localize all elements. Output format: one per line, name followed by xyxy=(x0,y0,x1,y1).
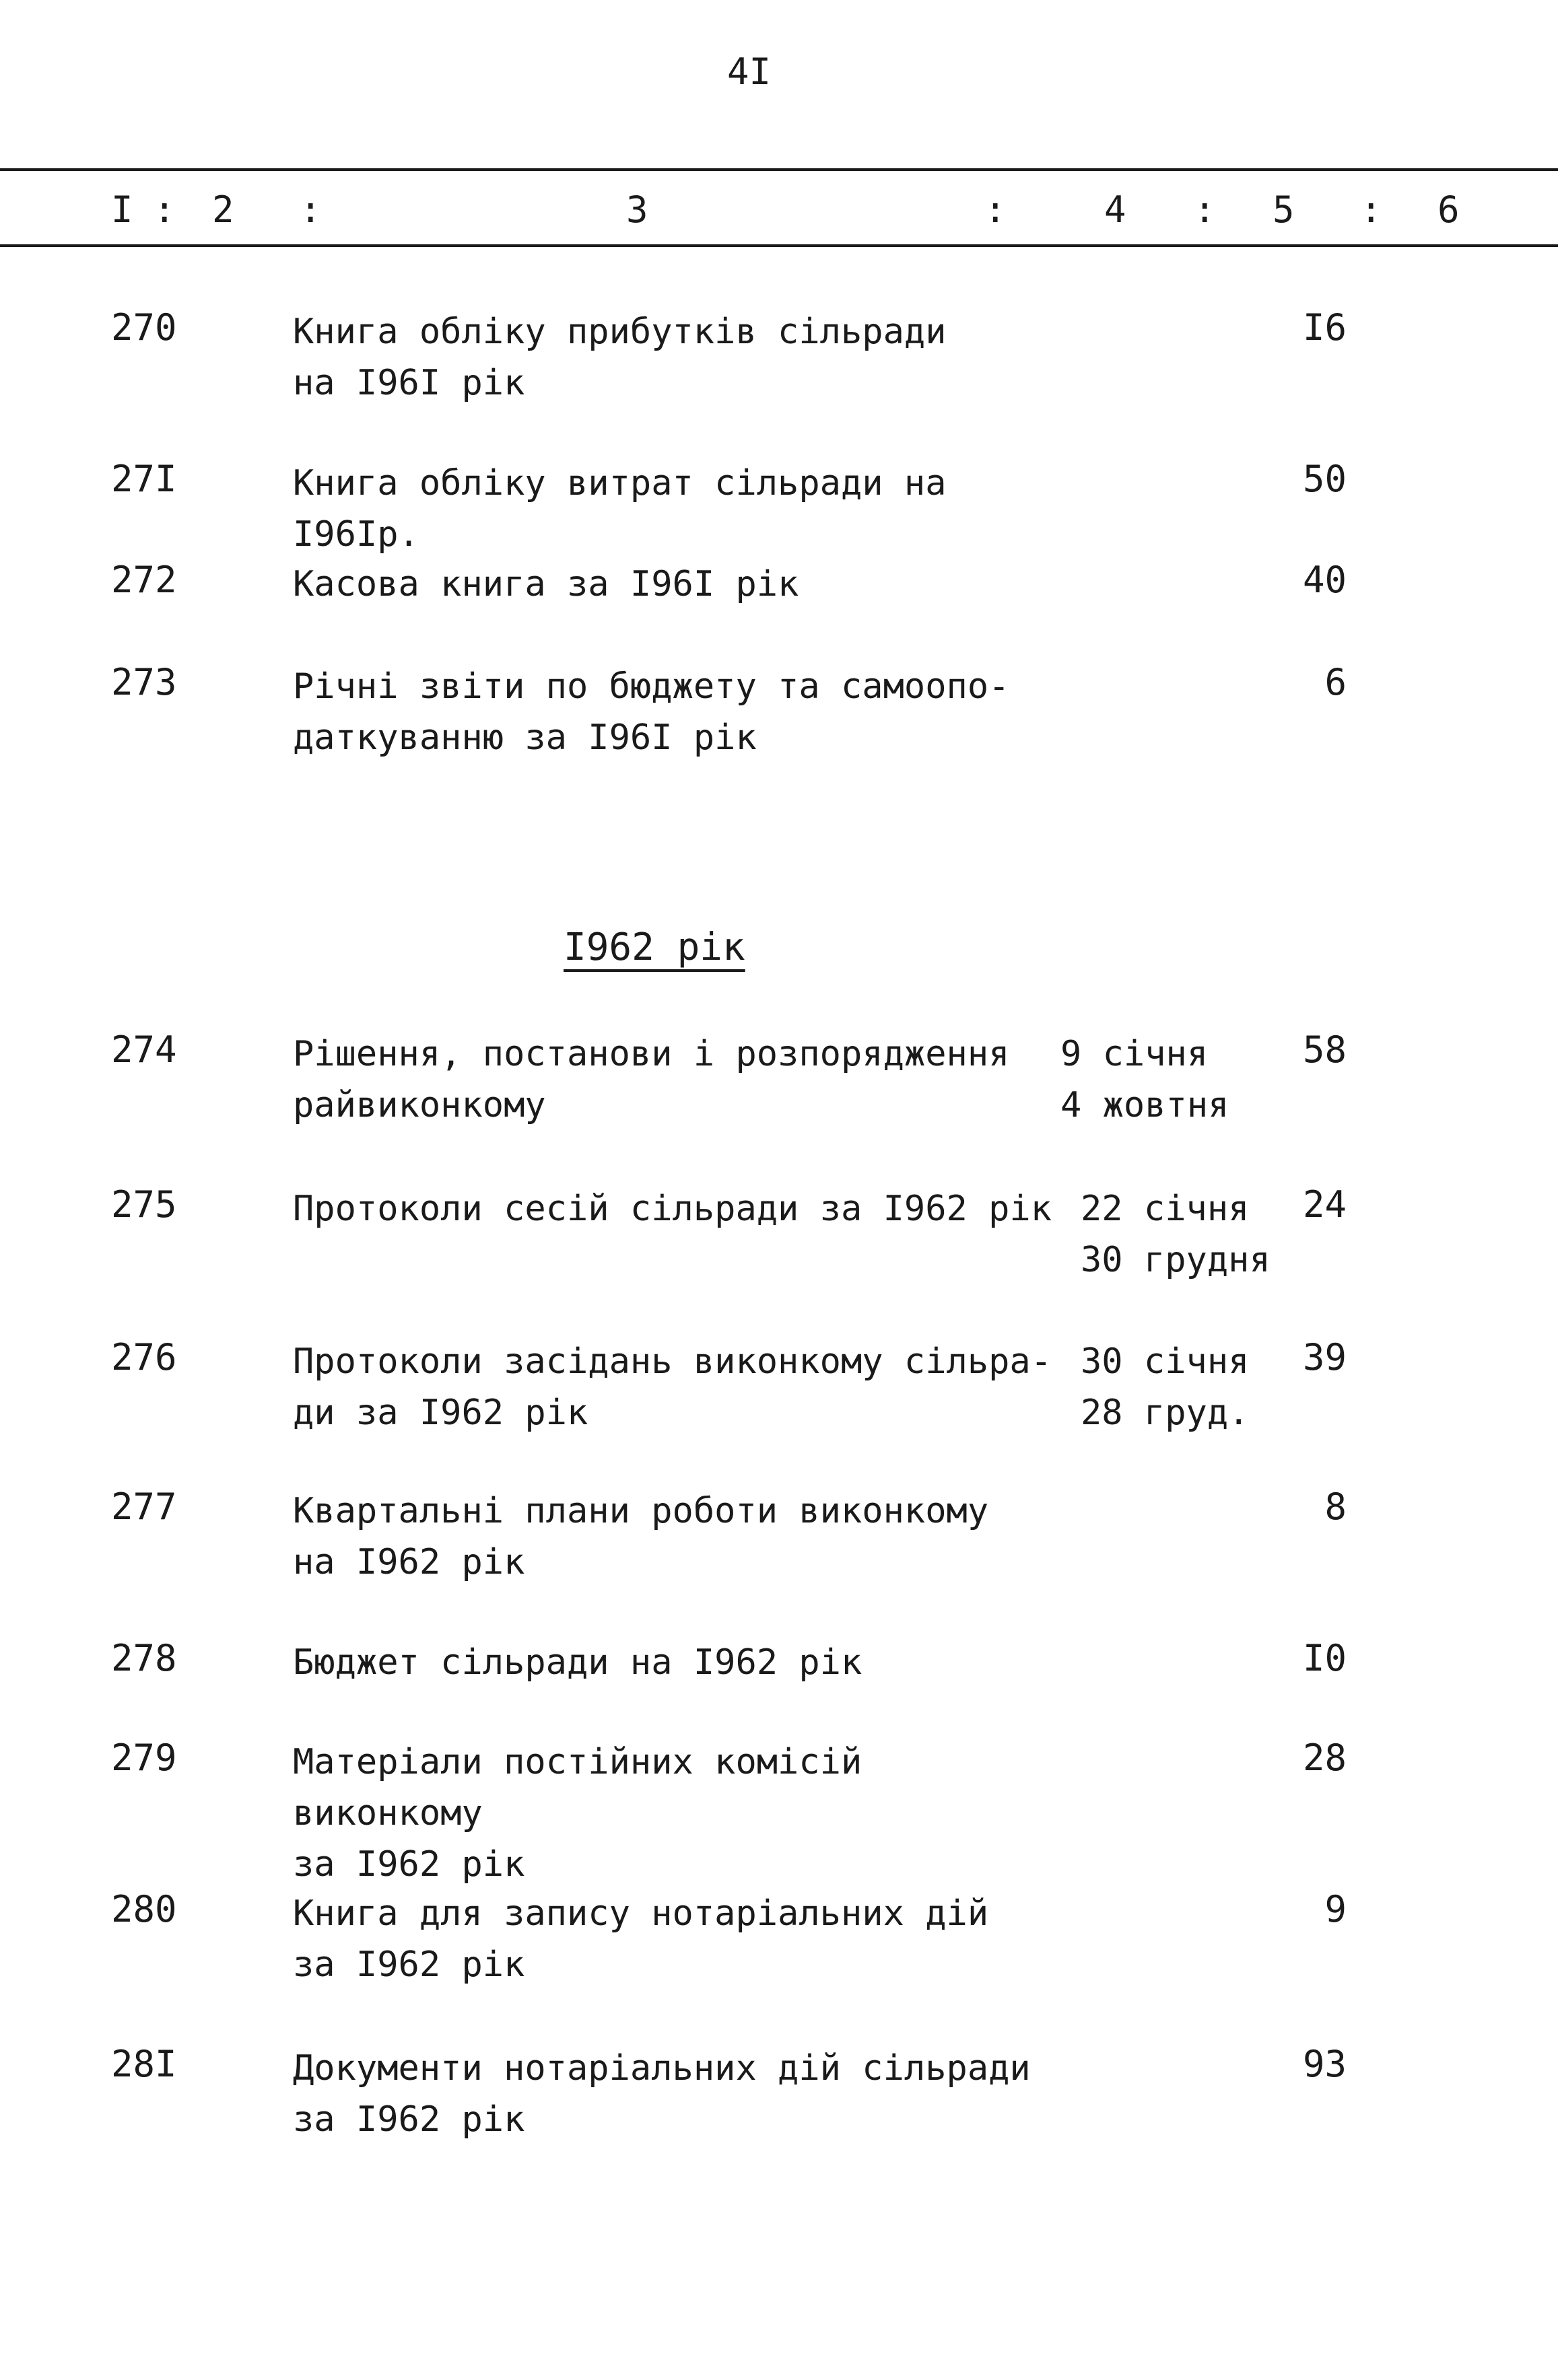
header-col-5: 5 xyxy=(1273,188,1295,231)
item-title: Книга для запису нотаріальних дій за I962 рік xyxy=(293,1893,989,1985)
header-separator: : xyxy=(1360,188,1382,231)
item-sheet-count: I6 xyxy=(1302,306,1347,349)
item-title: Квартальні плани роботи виконкому на I962 рік xyxy=(293,1491,989,1582)
item-sheet-count: 93 xyxy=(1302,2043,1347,2085)
item-number: 270 xyxy=(111,306,177,349)
header-col-6: 6 xyxy=(1437,188,1460,231)
item-title: Річні звіти по бюджету та самоопо- даткуванню за I96I рік xyxy=(293,666,1010,758)
header-separator: : xyxy=(154,188,176,231)
item-number: 278 xyxy=(111,1637,177,1679)
item-title: Касова книга за I96I рік xyxy=(293,564,799,604)
item-sheet-count: 50 xyxy=(1302,458,1347,500)
item-number: 277 xyxy=(111,1485,177,1528)
page-number: 4I xyxy=(727,50,772,93)
item-number: 279 xyxy=(111,1737,177,1779)
item-title: Протоколи засідань виконкому сільра- ди за I962 рік xyxy=(293,1341,1052,1433)
header-col-2: 2 xyxy=(212,188,234,231)
item-sheet-count: 39 xyxy=(1302,1336,1347,1378)
item-sheet-count: 6 xyxy=(1324,661,1347,703)
header-bottom-rule xyxy=(0,244,1558,247)
item-title: Бюджет сільради на I962 рік xyxy=(293,1642,862,1683)
header-col-1: I xyxy=(111,188,133,231)
header-separator: : xyxy=(984,188,1007,231)
item-sheet-count: I0 xyxy=(1302,1637,1347,1679)
item-dates: 9 січня 4 жовтня xyxy=(1060,1034,1229,1125)
item-sheet-count: 40 xyxy=(1302,559,1347,601)
item-number: 276 xyxy=(111,1336,177,1378)
item-number: 272 xyxy=(111,559,177,601)
header-separator: : xyxy=(300,188,322,231)
item-title: Книга обліку витрат сільради на I96Iр. xyxy=(293,463,947,555)
item-sheet-count: 28 xyxy=(1302,1737,1347,1779)
item-number: 275 xyxy=(111,1183,177,1226)
header-separator: : xyxy=(1194,188,1216,231)
section-heading-year: I962 рік xyxy=(564,925,745,969)
header-col-4: 4 xyxy=(1104,188,1126,231)
item-number: 273 xyxy=(111,661,177,703)
item-title: Рішення, постанови і розпорядження райвиконкому xyxy=(293,1034,1010,1125)
item-number: 28I xyxy=(111,2043,177,2085)
item-title: Матеріали постійних комісій виконкому за I962 рік xyxy=(293,1742,862,1885)
item-sheet-count: 24 xyxy=(1302,1183,1347,1226)
item-sheet-count: 9 xyxy=(1324,1888,1347,1930)
item-number: 27I xyxy=(111,458,177,500)
item-sheet-count: 58 xyxy=(1302,1028,1347,1071)
item-number: 280 xyxy=(111,1888,177,1930)
item-title: Документи нотаріальних дій сільради за I962 рік xyxy=(293,2048,1031,2140)
item-title: Протоколи сесій сільради за I962 рік xyxy=(293,1189,1052,1229)
item-sheet-count: 8 xyxy=(1324,1485,1347,1528)
item-dates: 22 січня 30 грудня xyxy=(1081,1189,1271,1280)
header-col-3: 3 xyxy=(626,188,648,231)
item-dates: 30 січня 28 груд. xyxy=(1081,1341,1250,1433)
header-top-rule xyxy=(0,168,1558,171)
item-number: 274 xyxy=(111,1028,177,1071)
item-title: Книга обліку прибутків сільради на I96I рік xyxy=(293,312,947,403)
